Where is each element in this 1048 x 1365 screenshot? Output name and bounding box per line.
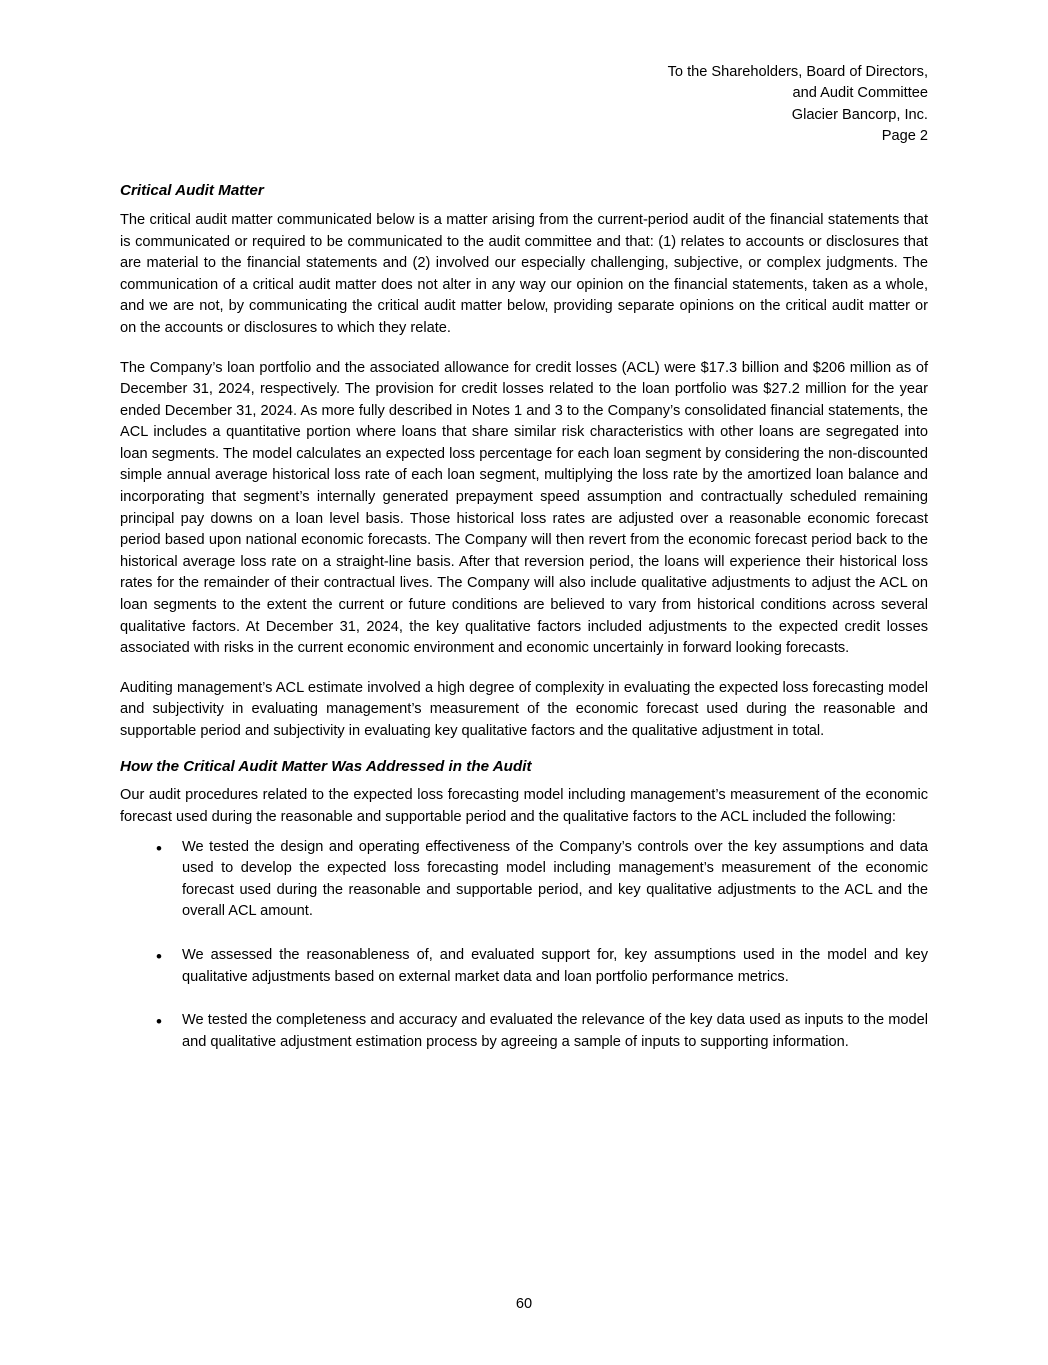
letterhead-line-1: To the Shareholders, Board of Directors, <box>667 64 928 80</box>
letterhead-line-2: and Audit Committee <box>792 85 928 102</box>
audit-procedures-list <box>120 837 928 1054</box>
paragraph-auditing-complexity: Auditing management’s ACL estimate involved a high degree of complexity in evaluating the expected loss forecasting model and subjectivity in evaluating management’s measurement of the economic forecast used during the reasonable and supportable period and subjectivity in evaluating key qualitative factors and the qualitative adjustment in total. <box>120 679 928 739</box>
heading-spacer <box>120 743 928 757</box>
list-item <box>120 837 928 923</box>
page-content <box>120 62 928 1075</box>
bullet-icon: • <box>156 946 162 966</box>
paragraph-spacer <box>120 340 928 358</box>
list-item-text: We tested the design and operating effectiveness of the Company’s controls over the key assumptions and data used to develop the expected loss forecasting model including management’s measurement of the economic forecast used during the reasonable and supportable period, and key qualitative adjustments to the ACL and the overall ACL amount. <box>182 838 928 920</box>
paragraph-acl-description: The Company’s loan portfolio and the associated allowance for credit losses (ACL) were $17.3 billion and $206 million as of December 31, 2024, respectively. The provision for credit losses related to the loan portfolio was $27.2 million for the year ended December 31, 2024. As more fully described in Notes 1 and 3 to the Company’s consolidated financial statements, the ACL includes a quantitative portion where loans that share similar risk characteristics with other loans are segregated into loan segments. The model calculates an expected loss percentage for each loan segment by considering the non-discounted simple annual average historical loss rate of each loan segment, multiplying the loss rate by the amortized loan balance and incorporating that segment’s internally generated prepayment speed assumption and contractually scheduled remaining principal pay downs on a loan level basis. Those historical loss rates are adjusted over a reasonable economic forecast period based upon national economic forecasts. The Company will then revert from the economic forecast period back to the historical average loss rate on a straight-line basis. After that reversion period, the loans will experience their historical loss rates for the remainder of their contractual lives. The Company will also include qualitative adjustments to adjust the ACL on loan segments to the extent the current or future conditions are believed to vary from historical conditions across several qualitative factors. At December 31, 2024, the key qualitative factors included adjustments to the expected credit losses associated with risks in the current economic environment and economic uncertainly in forward looking forecasts. <box>120 359 928 657</box>
letterhead-page-label: Page 2 <box>881 127 928 144</box>
letterhead-line-3: Glacier Bancorp, Inc. <box>791 106 928 123</box>
letterhead-block <box>120 62 928 147</box>
bullet-icon: • <box>156 838 162 858</box>
heading-how-addressed: How the Critical Audit Matter Was Addressed in the Audit <box>120 757 532 775</box>
list-item-text: We assessed the reasonableness of, and evaluated support for, key assumptions used in the model and key qualitative adjustments based on external market data and loan portfolio performance metrics. <box>182 946 928 985</box>
paragraph-audit-procedures-intro: Our audit procedures related to the expected loss forecasting model including management’s measurement of the economic forecast used during the reasonable and supportable period and the qualitative factors to the ACL included the following: <box>120 787 928 825</box>
list-item <box>120 1010 928 1053</box>
page-number: 60 <box>515 1296 533 1312</box>
paragraph-critical-audit-matter-definition: The critical audit matter communicated below is a matter arising from the current-period audit of the financial statements that is communicated or required to be communicated to the audit committee and that: (1) relates to accounts or disclosures that are material to the financial statements and (2) involved our especially challenging, subjective, or complex judgments. The communication of a critical audit matter does not alter in any way our opinion on the financial statements, taken as a whole, and we are not, by communicating the critical audit matter below, providing separate opinions on the critical audit matter or on the accounts or disclosures to which they relate. <box>120 211 928 336</box>
list-item-text: We tested the completeness and accuracy and evaluated the relevance of the key data used as inputs to the model and qualitative adjustment estimation process by agreeing a sample of inputs to supporting information. <box>182 1012 928 1050</box>
list-item <box>120 945 928 988</box>
paragraph-spacer <box>120 660 928 678</box>
bullet-icon: • <box>156 1012 162 1032</box>
heading-critical-audit-matter: Critical Audit Matter <box>120 182 264 200</box>
